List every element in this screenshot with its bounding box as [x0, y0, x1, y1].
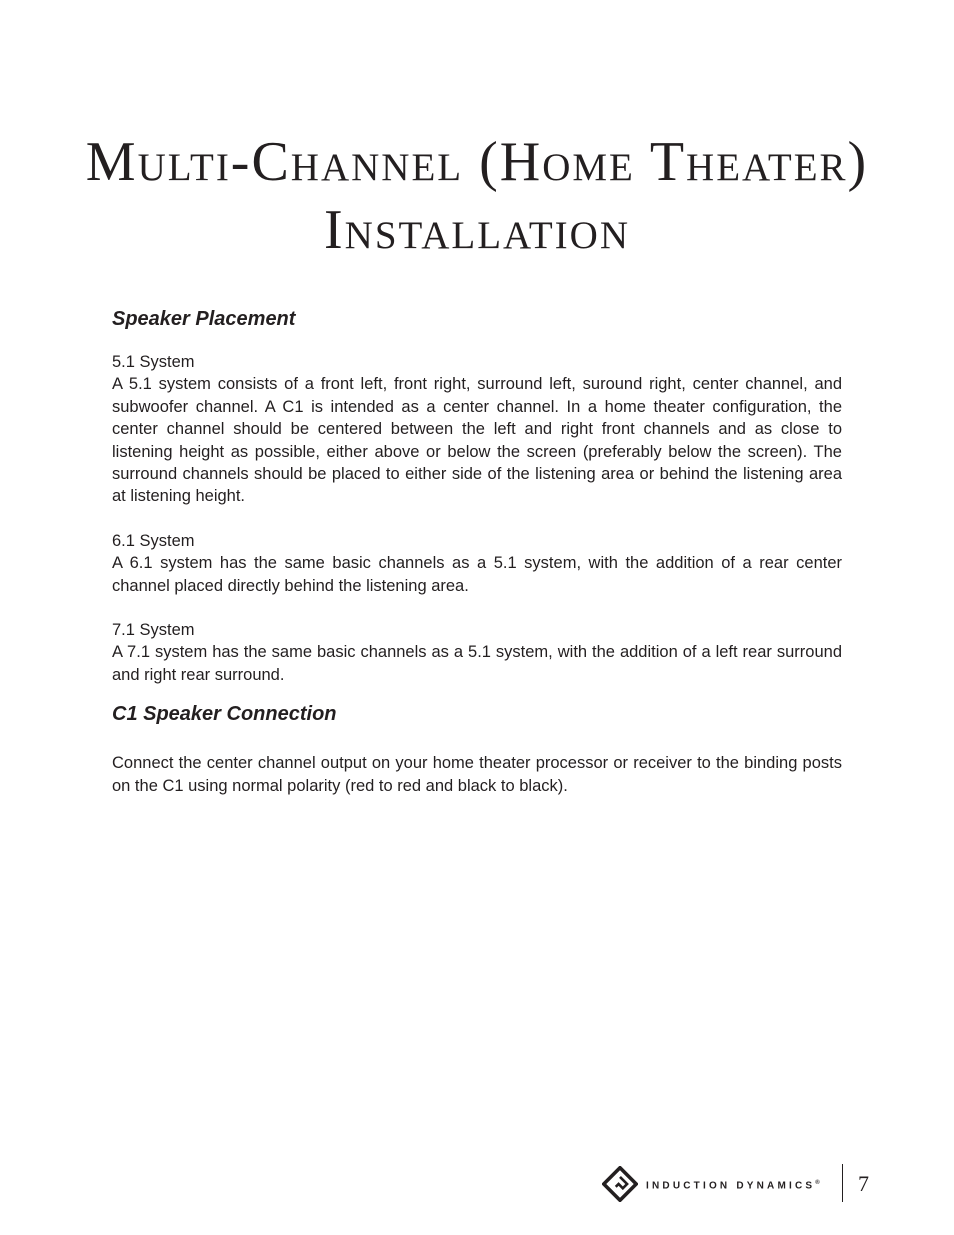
paragraph-7-1-system: A 7.1 system has the same basic channels as a 5.1 system, with the addition of a left rear surround and right rear surround.	[112, 643, 842, 684]
paragraph-6-1-system: A 6.1 system has the same basic channels as a 5.1 system, with the addition of a rear center channel placed directly behind the listening area.	[112, 554, 842, 595]
page-footer	[600, 1162, 890, 1206]
registered-mark: ®	[815, 1180, 820, 1186]
subheading-5-1-system: 5.1 System	[112, 353, 195, 371]
main-content	[112, 305, 842, 797]
paragraph-c1-connection: Connect the center channel output on your home theater processor or receiver to the binding posts on the C1 using normal polarity (red to red and black to black).	[112, 754, 842, 795]
block-6-1-system	[112, 530, 842, 597]
section-heading-speaker-placement: Speaker Placement	[112, 308, 296, 330]
page-number: 7	[858, 1171, 869, 1196]
page-title: Multi-Channel (Home Theater) Installation	[85, 131, 869, 261]
subheading-6-1-system: 6.1 System	[112, 531, 195, 550]
block-5-1-system	[112, 351, 842, 508]
footer-divider	[842, 1164, 843, 1202]
block-7-1-system	[112, 619, 842, 686]
brand-name	[646, 1176, 820, 1193]
diamond-logo-icon	[602, 1166, 638, 1202]
brand-name-text: INDUCTION DYNAMICS	[646, 1180, 816, 1192]
paragraph-5-1-system: A 5.1 system consists of a front left, front right, surround left, suround right, center channel, and subwoofer channel. A C1 is intended as a center channel. In a home theater configuration, the center channel should be centered between the left and right front channels and as close to listening height as possible, either above or below the screen (preferably below the screen). The surround channels should be placed to either side of the listening area or behind the listening area at listening height.	[112, 375, 842, 506]
section-heading-c1-connection: C1 Speaker Connection	[112, 703, 337, 726]
subheading-7-1-system: 7.1 System	[112, 621, 195, 640]
